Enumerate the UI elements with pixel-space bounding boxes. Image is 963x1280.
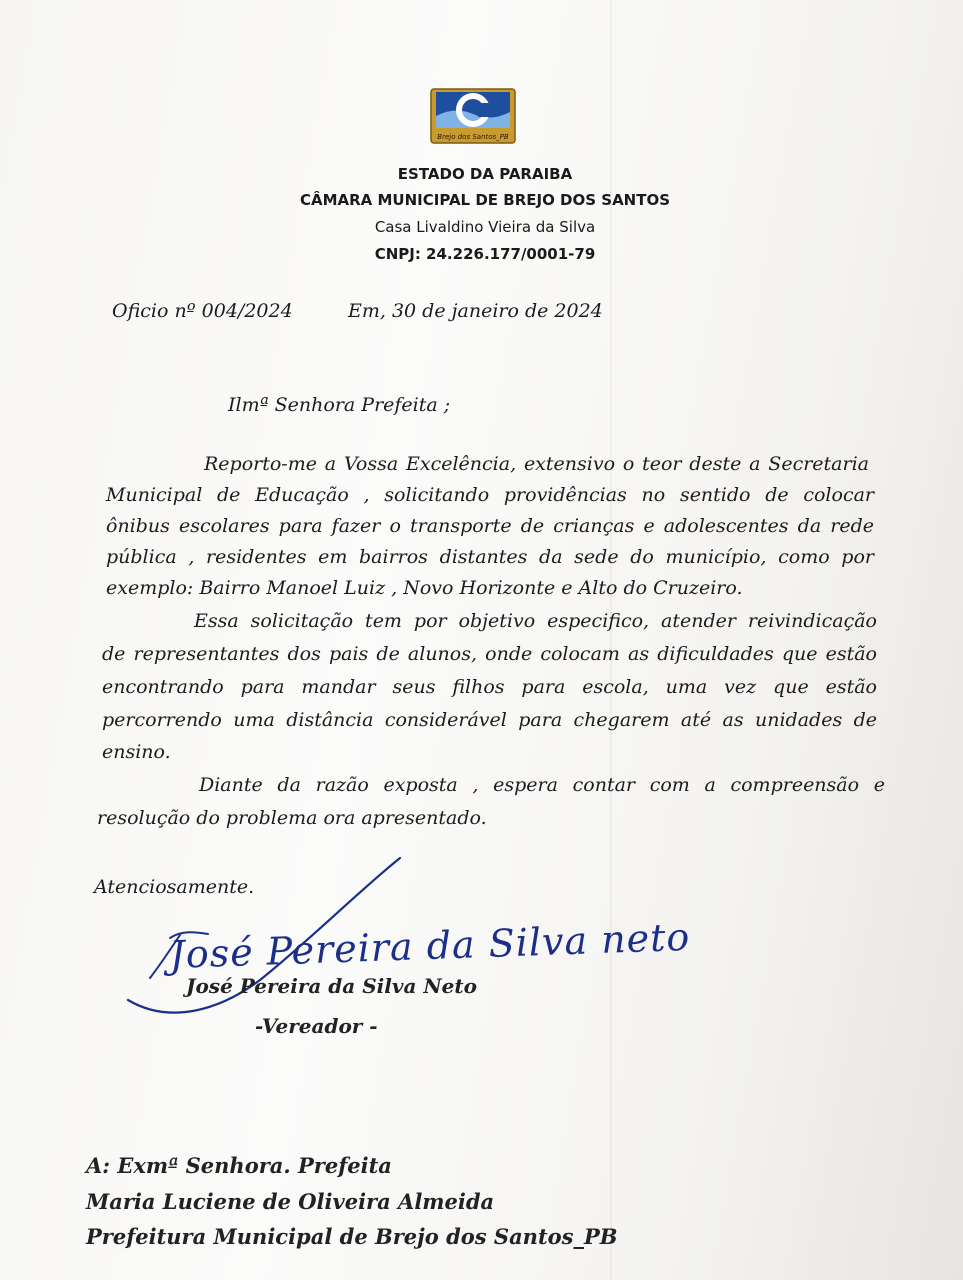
signer-name: José Pereira da Silva Neto [186,974,477,998]
signature-handwritten: José Pereira da Silva neto [168,914,691,977]
body-line: Reporto-me a Vossa Excelência, extensivo o teor deste a Secretaria [204,453,869,475]
closing: Atenciosamente. [94,876,255,898]
recipient-line: A: Exmª Senhora. Prefeita [86,1153,392,1178]
body-line: resolução do problema ora apresentado. [97,807,487,829]
body-line: Diante da razão exposta , espera contar com a compreensão e [199,774,885,796]
body-line: Essa solicitação tem por objetivo especifico, atender reivindicação [194,610,877,632]
header-state: ESTADO DA PARAIBA [397,165,573,183]
logo-caption: Brejo dos Santos_PB [437,133,509,141]
chamber-logo [430,88,516,144]
header-house: Casa Livaldino Vieira da Silva [374,218,596,236]
body-line: Municipal de Educação , solicitando providências no sentido de colocar [106,484,874,506]
body-line: de representantes dos pais de alunos, onde colocam as dificuldades que estão [102,643,877,665]
header-cnpj: CNPJ: 24.226.177/0001-79 [374,245,596,263]
body-line: encontrando para mandar seus filhos para escola, uma vez que estão [102,676,877,698]
recipient-institution: Prefeitura Municipal de Brejo dos Santos_PB [86,1224,618,1249]
signer-title: -Vereador - [255,1014,378,1038]
greeting: Ilmª Senhora Prefeita ; [228,394,451,416]
body-line: exemplo: Bairro Manoel Luiz , Novo Horizonte e Alto do Cruzeiro. [106,577,743,599]
header-chamber: CÂMARA MUNICIPAL DE BREJO DOS SANTOS [299,191,671,209]
recipient-name: Maria Luciene de Oliveira Almeida [86,1189,495,1214]
letter-date: Em, 30 de janeiro de 2024 [348,300,603,322]
office-number: Oficio nº 004/2024 [112,300,293,322]
body-line: pública , residentes em bairros distantes da sede do município, como por [106,546,874,568]
body-line: ônibus escolares para fazer o transporte de crianças e adolescentes da rede [106,515,874,537]
body-line: percorrendo uma distância considerável para chegarem até as unidades de [102,709,877,731]
body-line: ensino. [102,741,171,763]
